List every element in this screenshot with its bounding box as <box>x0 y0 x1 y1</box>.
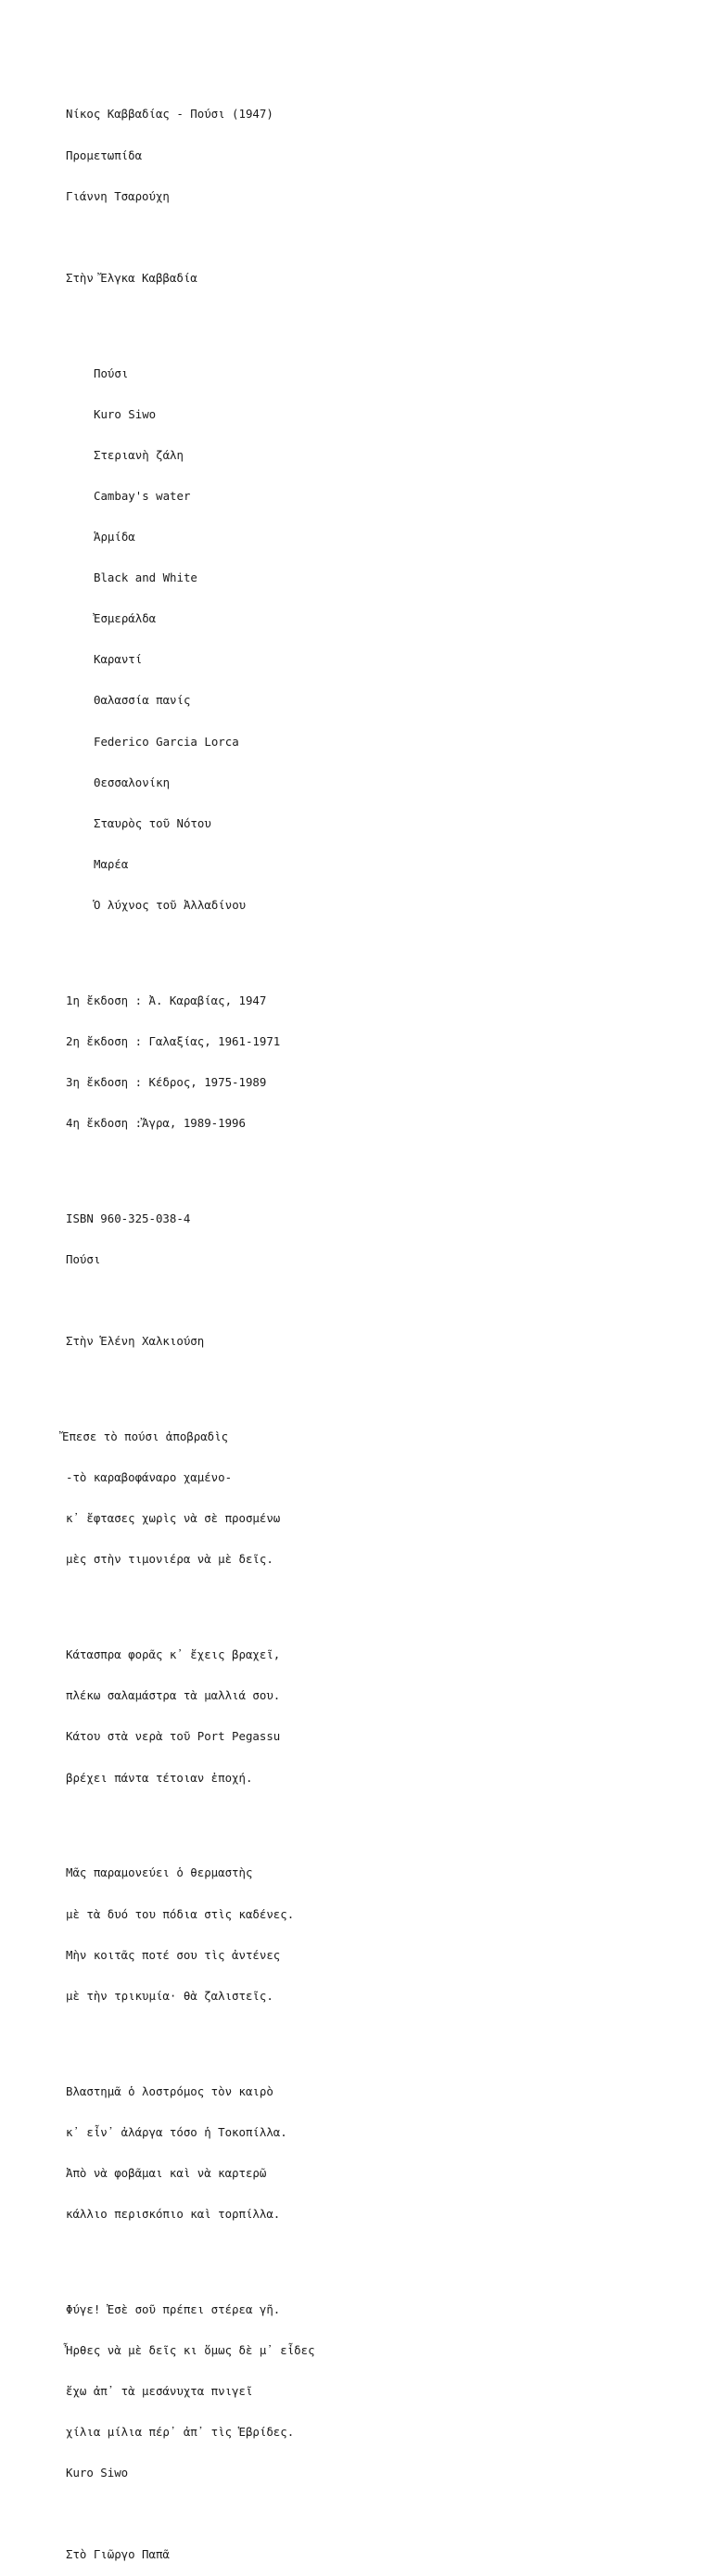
poem-line: πλέκω σαλαμάστρα τὰ μαλλιά σου. <box>66 1688 281 1703</box>
blank-line <box>66 2507 696 2521</box>
dedication-eleni: Στὴν Ἑλένη Χαλκιούση <box>66 1334 205 1349</box>
contents-item: Black and White <box>94 570 197 585</box>
blank-line <box>66 1294 696 1308</box>
header-title: Νίκος Καββαδίας - Πούσι (1947) <box>66 107 273 122</box>
blank-line <box>66 1595 696 1608</box>
poem-line: μὲ τὰ δυό του πόδια στὶς καδένες. <box>66 1906 295 1921</box>
contents-item: Ὁ λύχνος τοῦ Ἀλλαδίνου <box>94 897 247 912</box>
poem-line: ἔχω ἀπ᾿ τὰ μεσάνυχτα πνιγεῖ <box>66 2384 253 2398</box>
blank-line <box>66 313 696 327</box>
isbn: ISBN 960-325-038-4 <box>66 1211 191 1225</box>
poem-line: Φύγε! Ἐσὲ σοῦ πρέπει στέρεα γῆ. <box>66 2301 281 2316</box>
poem-line: μὲ τὴν τρικυμία· θὰ ζαλιστεῖς. <box>66 1988 273 2003</box>
blank-line <box>66 2031 696 2044</box>
next-poem-title: Kuro Siwo <box>66 2466 129 2480</box>
poem-line: Ἦρθες νὰ μὲ δεῖς κι ὅμως δὲ μ᾿ εἶδες <box>66 2342 315 2357</box>
blank-line <box>66 231 696 245</box>
edition-line: 1η ἔκδοση : Ἀ. Καραβίας, 1947 <box>66 993 267 1007</box>
dedication-elga: Στὴν Ἔλγκα Καββαδία <box>66 270 197 285</box>
contents-item: Σταυρὸς τοῦ Νότου <box>94 815 211 830</box>
poem-line: κ᾿ εἶν᾿ ἀλάργα τόσο ἡ Τοκοπίλλα. <box>66 2124 287 2139</box>
poem-line: Ἔπεσε τὸ πούσι ἀποβραδὶς <box>62 1429 229 1444</box>
document-text <box>62 81 696 2576</box>
contents-item: Καραντί <box>94 652 143 667</box>
contents-item: Θαλασσία πανίς <box>94 693 191 708</box>
poem-line: Ἀπὸ νὰ φοβᾶμαι καὶ νὰ καρτερῶ <box>66 2165 267 2180</box>
contents-item: Μαρέα <box>94 856 129 871</box>
contents-item: Ἁρμίδα <box>94 530 135 545</box>
blank-line <box>66 1158 696 1172</box>
next-poem-dedication: Στὸ Γιῶργο Παπᾶ <box>66 2547 170 2562</box>
poem-line: -τὸ καραβοφάναρο χαμένο- <box>66 1470 233 1485</box>
poem-line: Μὴν κοιτᾶς ποτέ σου τὶς ἀντένες <box>66 1947 281 1962</box>
poem-title: Πούσι <box>66 1252 101 1267</box>
poem-line: χίλια μίλια πέρ᾿ ἀπ᾿ τὶς Ἑβρίδες. <box>66 2425 295 2440</box>
poem-line: κ᾿ ἔφτασες χωρὶς νὰ σὲ προσμένω <box>66 1511 281 1526</box>
artist-name: Γιάννη Τσαρούχη <box>66 188 170 203</box>
frontispiece-label: Προμετωπίδα <box>66 147 143 162</box>
edition-line: 2η ἔκδοση : Γαλαξίας, 1961-1971 <box>66 1033 281 1048</box>
contents-item: Kuro Siwo <box>94 406 157 421</box>
poem-line: Κάτου στὰ νερὰ τοῦ Port Pegassu <box>66 1729 281 1744</box>
edition-line: 4η ἔκδοση :Ἄγρα, 1989-1996 <box>66 1116 246 1131</box>
poem-line: Κάτασπρα φορᾶς κ᾿ ἔχεις βραχεῖ, <box>66 1647 281 1662</box>
poem-line: μὲς στὴν τιμονιέρα νὰ μὲ δεῖς. <box>66 1552 273 1567</box>
poem-line: κάλλιο περισκόπιο καὶ τορπίλλα. <box>66 2206 281 2221</box>
blank-line <box>66 1376 696 1390</box>
contents-item: Πούσι <box>94 365 129 380</box>
contents-item: Cambay's water <box>94 488 191 503</box>
edition-line: 3η ἔκδοση : Κέδρος, 1975-1989 <box>66 1074 267 1089</box>
blank-line <box>66 940 696 954</box>
poem-line: Μᾶς παραμονεύει ὁ θερμαστὴς <box>66 1865 253 1880</box>
poem-line: βρέχει πάντα τέτοιαν ἐποχή. <box>66 1770 253 1785</box>
contents-item: Federico Garcia Lorca <box>94 734 239 749</box>
poem-line: Βλαστημᾶ ὁ λοστρόμος τὸν καιρὸ <box>66 2083 273 2098</box>
contents-item: Ἐσμεράλδα <box>94 611 157 626</box>
blank-line <box>66 2249 696 2262</box>
contents-item: Στεριανὴ ζάλη <box>94 447 184 462</box>
blank-line <box>66 1813 696 1826</box>
contents-item: Θεσσαλονίκη <box>94 775 171 789</box>
